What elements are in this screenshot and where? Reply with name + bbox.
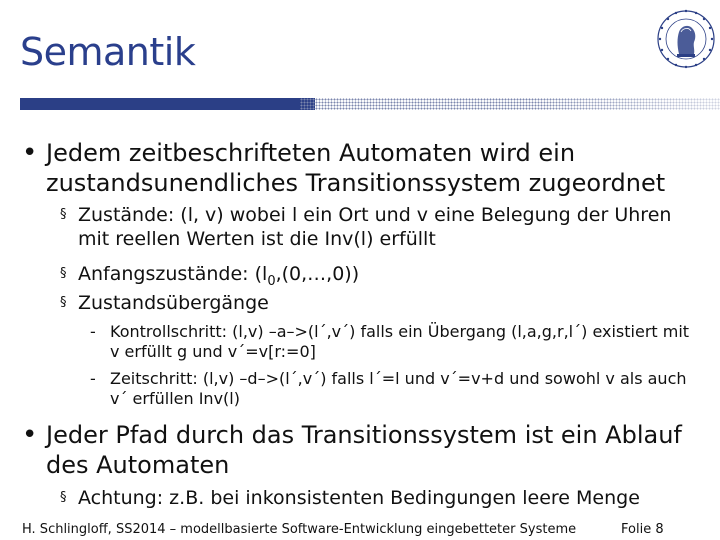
sub-bullet-marker: § <box>60 295 67 310</box>
sub-bullet-marker: § <box>60 207 67 222</box>
initial-state-prefix: Anfangszustände: (l <box>78 263 268 285</box>
initial-state-subscript: 0 <box>267 273 276 289</box>
university-seal-icon <box>655 2 717 82</box>
sub-bullet-text: Achtung: z.B. bei inkonsistenten Bedingungen leere Menge <box>78 487 640 509</box>
sub-sub-bullet-marker: - <box>90 322 96 341</box>
sub-bullet-text <box>78 262 688 294</box>
page-number: Folie 8 <box>621 522 664 537</box>
sub-sub-bullet-marker: - <box>90 369 96 388</box>
title-rule-dotted <box>300 98 720 110</box>
bullet-marker: • <box>22 138 38 168</box>
sub-bullet-marker: § <box>60 266 67 281</box>
sub-sub-bullet-text: Kontrollschritt: (l,v) –a–>(l´,v´) falls ein Übergang (l,a,g,r,l´) existiert mit v erfüllt g und v´=v[r:=0] <box>110 322 690 361</box>
sub-sub-bullet-text: Zeitschritt: (l,v) –d–>(l´,v´) falls l´=l und v´=v+d und sowohl v als auch v´ erfüllen Inv(l) <box>110 369 687 408</box>
sub-bullet-text: Zustandsübergänge <box>78 292 269 314</box>
bullet-text: Jeder Pfad durch das Transitionssystem ist ein Ablauf des Automaten <box>46 421 682 479</box>
initial-state-suffix: ,(0,…,0)) <box>275 263 360 285</box>
slide-footer: H. Schlingloff, SS2014 – modellbasierte Software-Entwicklung eingebetteter Systeme <box>22 522 577 537</box>
slide-title: Semantik <box>20 30 196 74</box>
title-rule <box>20 98 315 110</box>
sub-bullet-text: Zustände: (l, v) wobei l ein Ort und v eine Belegung der Uhren mit reellen Werten ist die Inv(l) erfüllt <box>78 204 672 250</box>
sub-bullet-marker: § <box>60 490 67 505</box>
bullet-marker: • <box>22 420 38 450</box>
bullet-text: Jedem zeitbeschrifteten Automaten wird ein zustandsunendliches Transitionssystem zugeordnet <box>46 139 666 197</box>
